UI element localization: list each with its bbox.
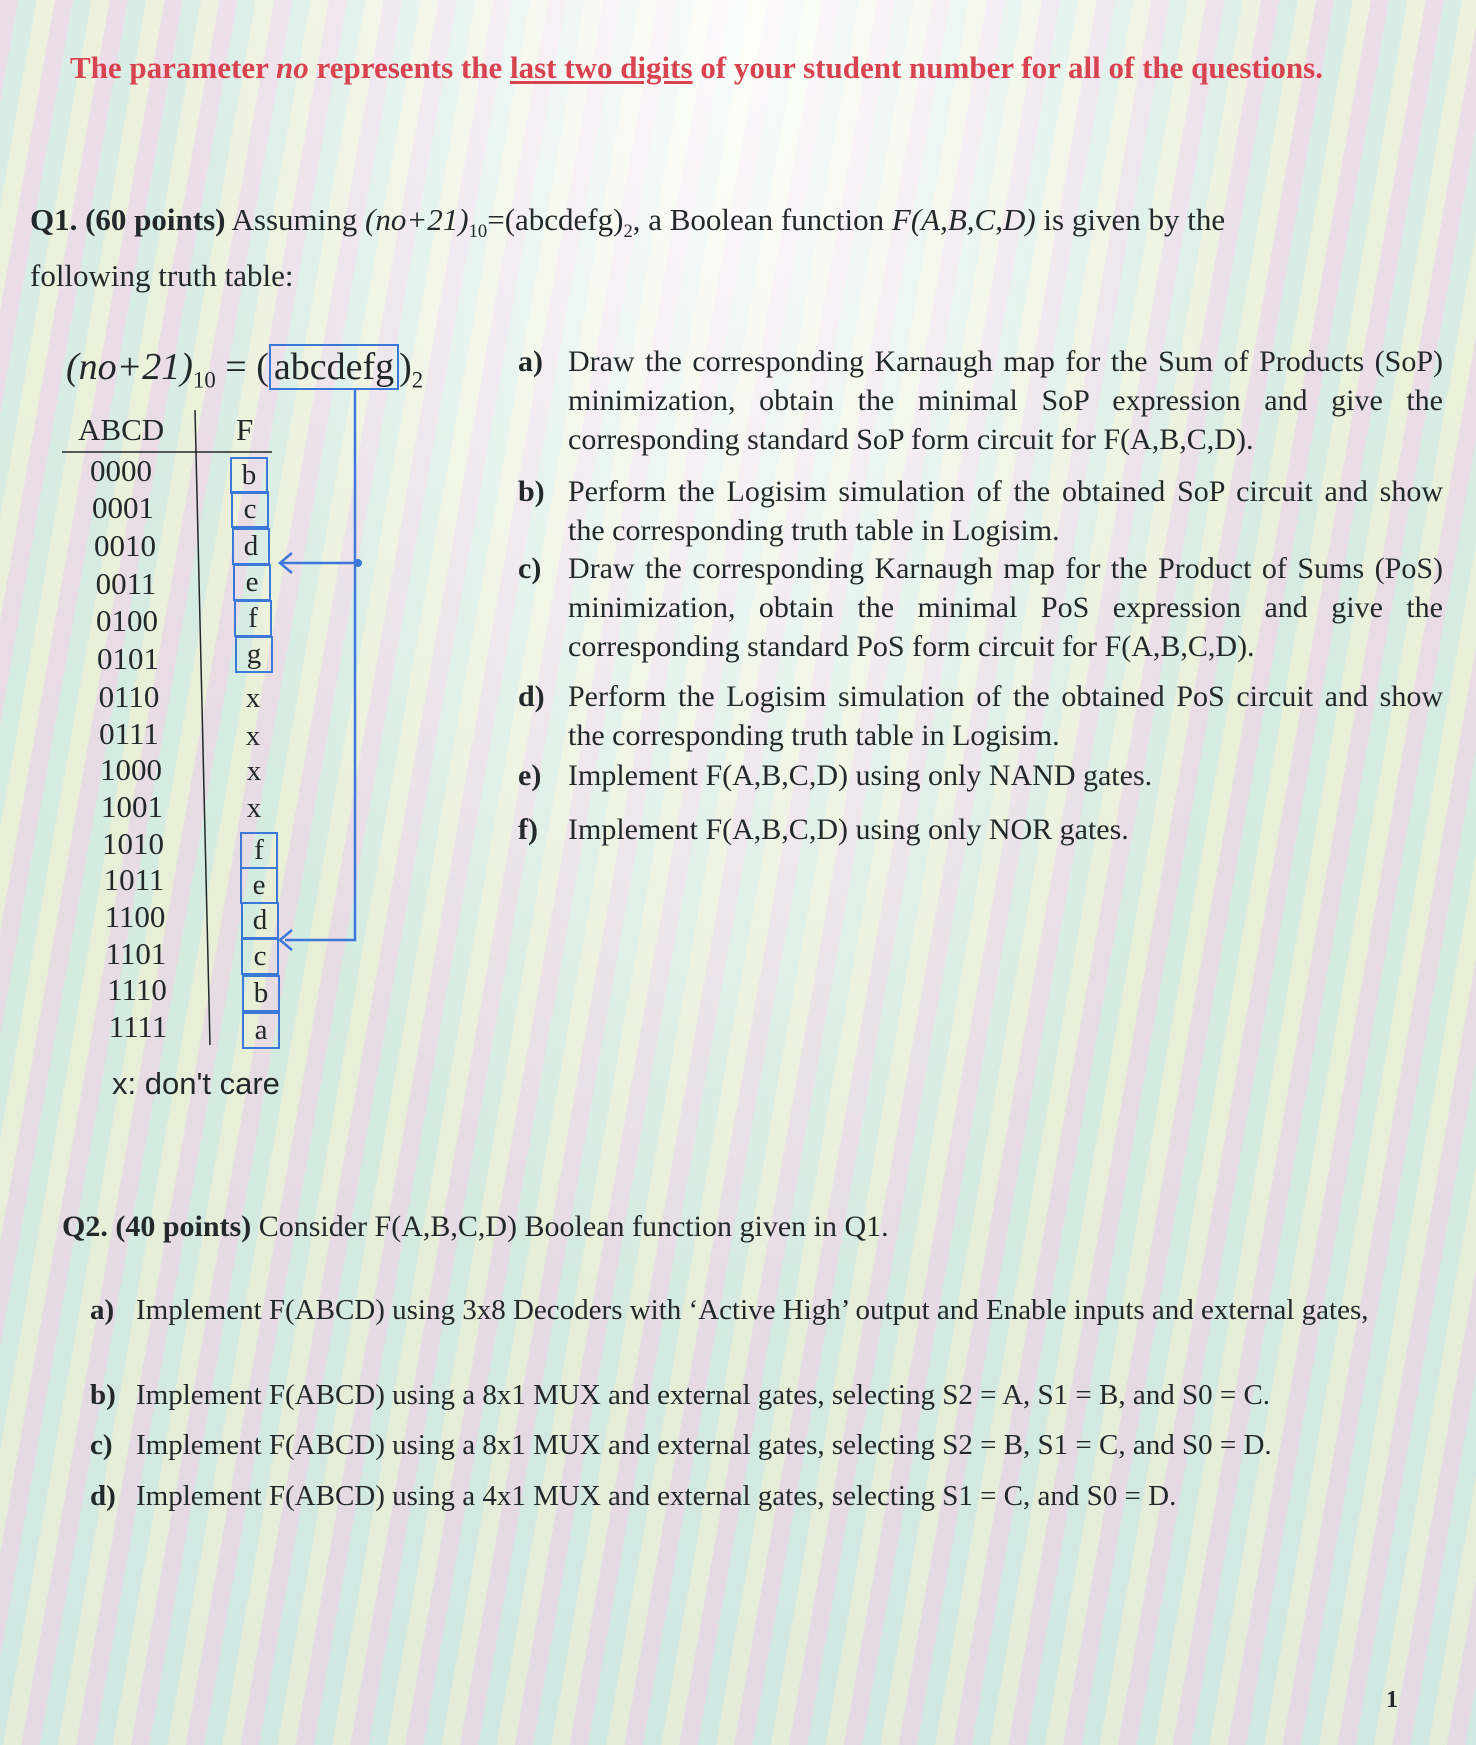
table-row-label: 0110 [98, 679, 160, 714]
annotation-dot [354, 559, 362, 567]
table-row-label: 1110 [107, 972, 167, 1007]
table-cell-f: e [240, 867, 278, 904]
table-row-label: 0001 [92, 490, 154, 525]
table-cell-f: b [230, 457, 268, 494]
table-cell-f: x [246, 792, 262, 824]
table-cell-f: a [242, 1012, 280, 1049]
table-cell-f: c [241, 938, 279, 975]
table-cell-f: f [234, 600, 272, 637]
table-cell-f: e [233, 564, 271, 601]
table-cell-f: f [240, 832, 278, 869]
table-cell-f: c [231, 491, 269, 528]
instructions-headline: The parameter no represents the last two digits of your student number for all of the questions. [70, 50, 1323, 85]
table-cell-f: d [232, 528, 270, 565]
table-cell-f: b [242, 975, 280, 1012]
table-row-label: 1101 [105, 936, 167, 971]
column-header-f: F [236, 412, 254, 447]
abcdefg-highlight: abcdefg [269, 344, 399, 390]
table-cell-f: d [241, 902, 279, 939]
table-row-label: 1001 [101, 789, 163, 824]
table-row-label: 0100 [96, 603, 158, 638]
table-row-label: 1000 [100, 752, 162, 787]
table-cell-f: g [235, 636, 273, 673]
table-row-label: 1010 [102, 826, 164, 861]
table-cell-f: x [246, 755, 262, 787]
column-header-abcd: ABCD [78, 412, 165, 447]
q2-lead: Q2. (40 points) Consider F(A,B,C,D) Boolean function given in Q1. [62, 1210, 889, 1243]
table-cell-f: x [245, 720, 261, 752]
page-number: 1 [1386, 1687, 1398, 1713]
annotation-bracket [285, 390, 355, 940]
q1-lead: Q1. (60 points) Assuming $(no+21)_{10}=(abcdefg)_2$, a Boolean function F(A,B,C,D) is given by the [30, 202, 1226, 243]
q1-lead-continued: following truth table: [30, 258, 294, 293]
table-equation: $(no+21)_{10}$ = ( abcdefg )$_2$ [66, 346, 424, 393]
table-row-label: 1100 [104, 899, 166, 934]
table-cell-f: x [245, 682, 261, 714]
table-row-label: 1011 [103, 862, 165, 897]
table-row-label: 0000 [90, 453, 152, 488]
table-row-label: 0111 [99, 716, 159, 751]
table-row-label: 0010 [94, 528, 156, 563]
table-row-label: 0101 [97, 641, 159, 676]
table-column-rule [195, 410, 210, 1045]
dont-care-note: x: don't care [112, 1066, 280, 1101]
table-row-label: 1111 [108, 1009, 168, 1044]
table-row-label: 0011 [95, 566, 157, 601]
